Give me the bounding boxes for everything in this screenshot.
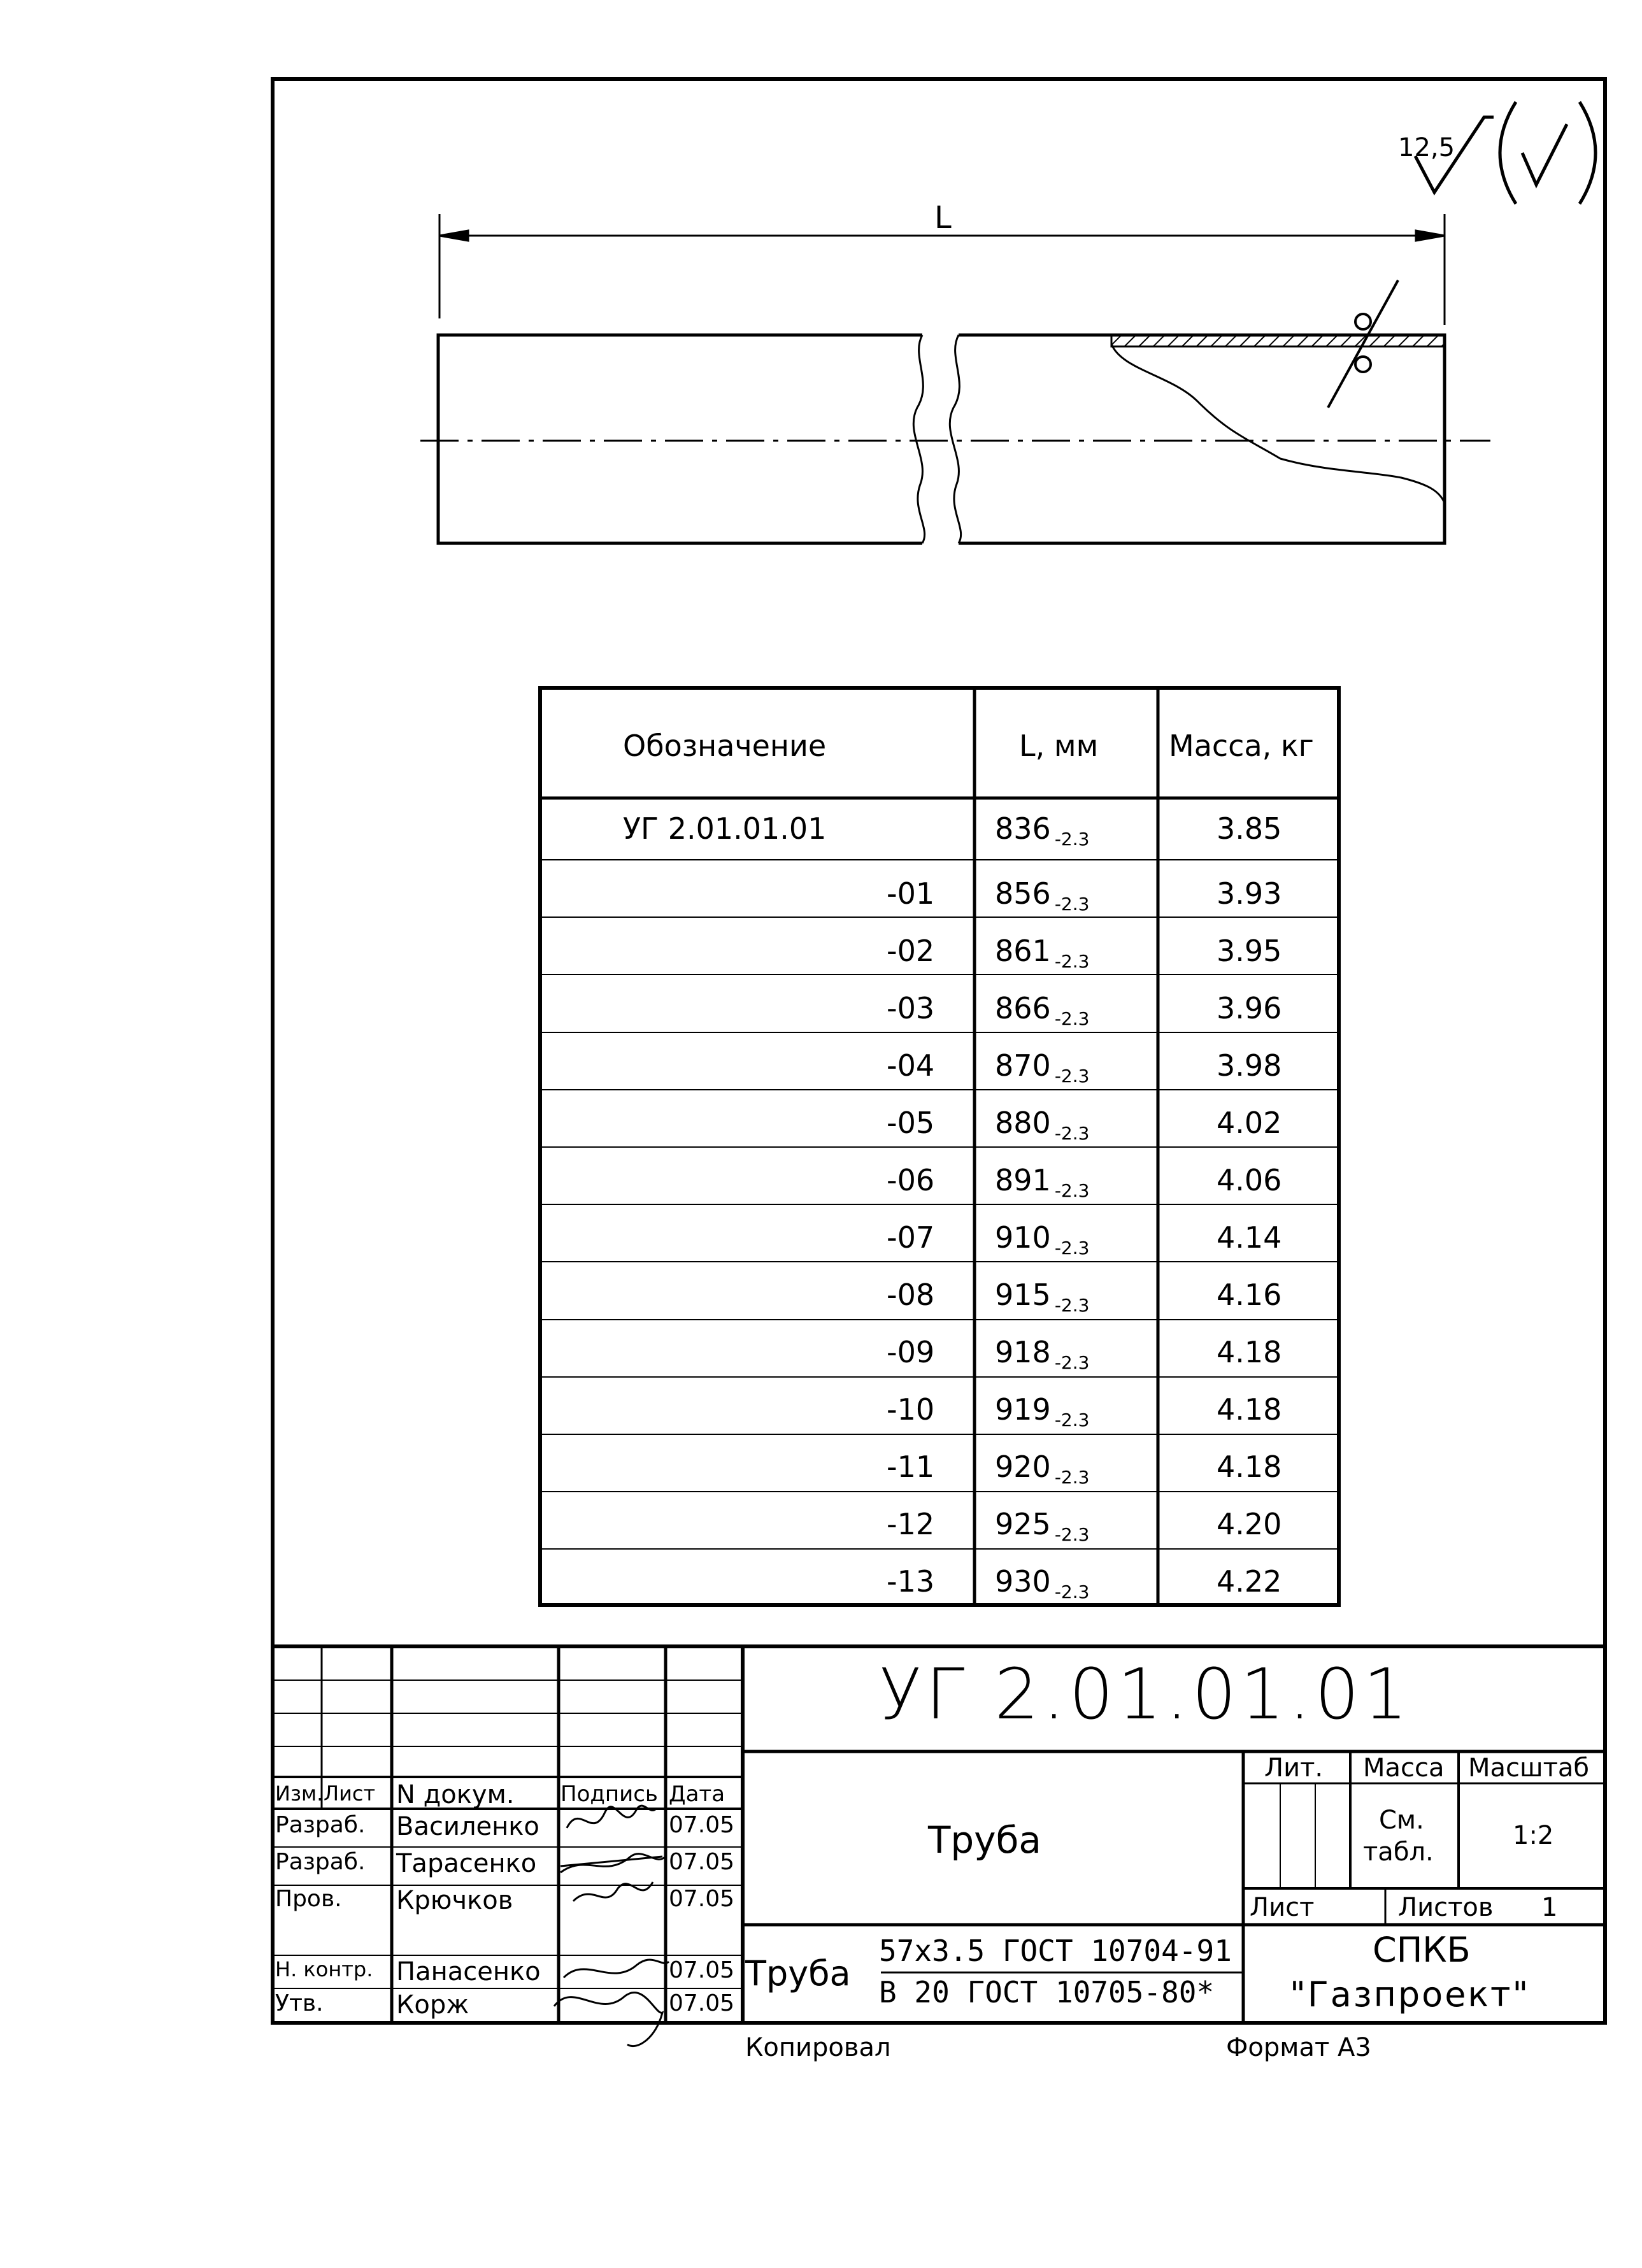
org-line2: "Газпроект" [1290,1974,1531,2015]
designation-cell: -09 [887,1335,935,1369]
length-tolerance: -2.3 [1054,1008,1090,1029]
length-value: 891 [995,1163,1051,1197]
length-cell [995,811,1090,850]
org-line1: СПКБ [1373,1930,1471,1970]
length-tolerance: -2.3 [1054,1467,1090,1488]
role-label: Разраб. [275,1849,366,1875]
length-value: 920 [995,1450,1051,1484]
length-value: 856 [995,876,1051,911]
sheets-label: Листов [1398,1893,1494,1922]
length-tolerance: -2.3 [1054,1180,1090,1201]
length-cell [995,1220,1090,1259]
length-tolerance: -2.3 [1054,1524,1090,1545]
person-name: Крючков [396,1886,513,1915]
mass-cell: 3.93 [1217,876,1282,911]
length-tolerance: -2.3 [1054,1581,1090,1602]
format-label: Формат А3 [1226,2033,1371,2062]
length-cell [995,1048,1090,1087]
designation-cell: -04 [887,1048,935,1083]
length-tolerance: -2.3 [1054,1352,1090,1373]
length-cell [995,934,1090,972]
designation-cell: -05 [887,1106,935,1140]
col-izm: Изм. [275,1781,324,1806]
designation-cell: -10 [887,1392,935,1427]
length-cell [995,1106,1090,1144]
person-name: Тарасенко [396,1849,537,1878]
length-value: 870 [995,1048,1051,1083]
mass-cell: 3.98 [1217,1048,1282,1083]
sign-date: 07.05 [669,1990,735,2016]
designation-cell: -06 [887,1163,935,1197]
length-tolerance: -2.3 [1054,951,1090,972]
designation-cell: -03 [887,991,935,1025]
designation-cell: -13 [887,1564,935,1599]
length-tolerance: -2.3 [1054,894,1090,915]
length-tolerance: -2.3 [1054,1237,1090,1259]
length-tolerance: -2.3 [1054,1123,1090,1144]
header-length: L, мм [1019,729,1099,763]
person-name: Корж [396,1990,469,2020]
length-value: 880 [995,1106,1051,1140]
mass-cell: 4.02 [1217,1106,1282,1140]
header-designation: Обозначение [623,729,827,763]
length-value: 861 [995,934,1051,968]
length-cell [995,1163,1090,1201]
length-value: 918 [995,1335,1051,1369]
col-sign: Подпись [560,1781,658,1807]
sheet-label: Лист [1250,1893,1315,1922]
designation-cell: -08 [887,1278,935,1312]
designation-cell: -07 [887,1220,935,1255]
pipe-wall-hatch [1111,335,1445,346]
mass-value-1: См. [1379,1806,1424,1835]
designation-cell: -01 [887,876,935,911]
person-name: Панасенко [396,1957,541,1986]
length-value: 866 [995,991,1051,1025]
sign-date: 07.05 [669,1957,735,1983]
sign-date: 07.05 [669,1849,735,1875]
length-tolerance: -2.3 [1054,1295,1090,1316]
mass-cell: 4.18 [1217,1335,1282,1369]
designation-cell: -12 [887,1507,935,1541]
designation-cell: УГ 2.01.01.01 [623,811,827,846]
doc-code: УГ 2.01.01.01 [879,1653,1412,1735]
length-cell [995,1450,1090,1488]
material-prefix: Труба [745,1953,851,1993]
person-name: Василенко [396,1812,539,1841]
mass-cell: 3.85 [1217,811,1282,846]
mass-label: Масса [1363,1753,1445,1783]
length-cell [995,1278,1090,1316]
mass-cell: 4.14 [1217,1220,1282,1255]
role-label: Разраб. [275,1812,366,1838]
mass-cell: 3.96 [1217,991,1282,1025]
length-value: 919 [995,1392,1051,1427]
length-cell [995,876,1090,915]
designation-cell: -11 [887,1450,935,1484]
part-name: Труба [928,1818,1041,1862]
pipe-outline [438,335,1445,543]
length-value: 925 [995,1507,1051,1541]
col-list: Лист [324,1781,376,1806]
length-value: 910 [995,1220,1051,1255]
mass-cell: 3.95 [1217,934,1282,968]
mass-cell: 4.20 [1217,1507,1282,1541]
length-cell [995,1392,1090,1430]
col-date: Дата [669,1781,725,1807]
dimension-label: L [934,200,952,236]
length-cell [995,1507,1090,1545]
mass-cell: 4.06 [1217,1163,1282,1197]
material-bottom: В 20 ГОСТ 10705-80* [879,1975,1215,2009]
mass-cell: 4.16 [1217,1278,1282,1312]
length-tolerance: -2.3 [1054,1066,1090,1087]
length-value: 915 [995,1278,1051,1312]
length-tolerance: -2.3 [1054,829,1090,850]
signatures [554,1806,669,2046]
mass-cell: 4.22 [1217,1564,1282,1599]
copied-label: Копировал [745,2033,891,2062]
length-cell [995,1564,1090,1602]
length-cell [995,991,1090,1029]
sheets-value: 1 [1541,1893,1558,1922]
mass-cell: 4.18 [1217,1450,1282,1484]
scale-label: Масштаб [1468,1753,1590,1783]
mass-value-2: табл. [1363,1837,1434,1867]
col-ndoc: N докум. [396,1780,515,1809]
header-mass: Масса, кг [1169,729,1314,763]
mass-cell: 4.18 [1217,1392,1282,1427]
scale-value: 1:2 [1513,1821,1554,1850]
role-label: Пров. [275,1886,342,1912]
roughness-value: 12,5 [1398,133,1455,162]
material-top: 57x3.5 ГОСТ 10704-91 [879,1934,1232,1968]
sign-date: 07.05 [669,1886,735,1912]
role-label: Н. контр. [275,1957,373,1981]
role-label: Утв. [275,1990,324,2016]
length-cell [995,1335,1090,1373]
length-tolerance: -2.3 [1054,1409,1090,1430]
length-value: 930 [995,1564,1051,1599]
sign-date: 07.05 [669,1812,735,1838]
length-value: 836 [995,811,1051,846]
designation-cell: -02 [887,934,935,968]
lit-label: Лит. [1264,1753,1324,1783]
